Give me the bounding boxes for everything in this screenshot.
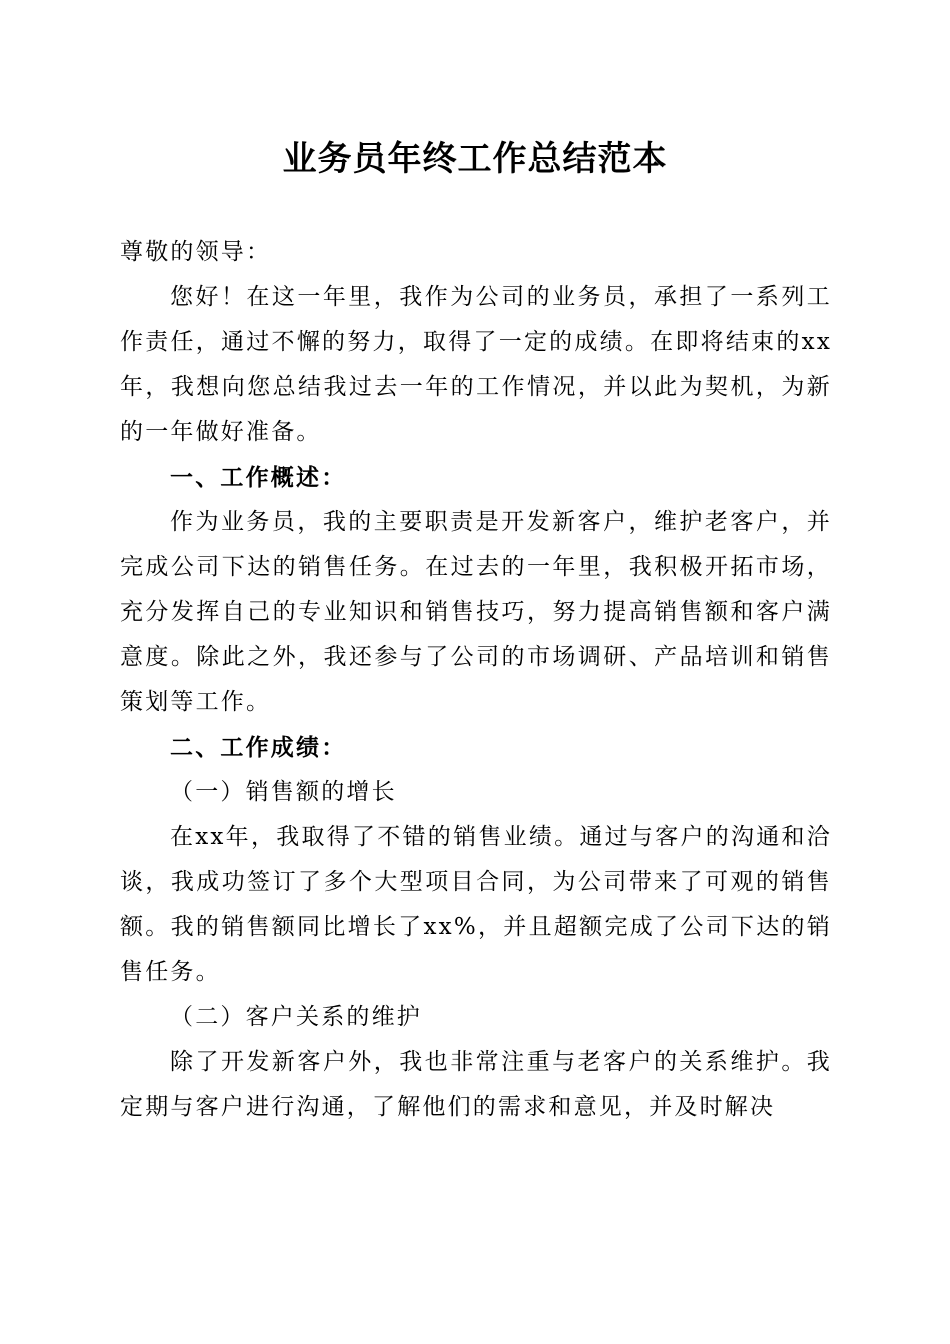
sales-growth-paragraph: 在xx年，我取得了不错的销售业绩。通过与客户的沟通和洽谈，我成功签订了多个大型项目合同，为公司带来了可观的销售额。我的销售额同比增长了xx%，并且超额完成了公司下达的销售任务。 bbox=[120, 824, 832, 985]
document-body bbox=[120, 230, 832, 1130]
overview-paragraph: 作为业务员，我的主要职责是开发新客户，维护老客户，并完成公司下达的销售任务。在过去的一年里，我积极开拓市场，充分发挥自己的专业知识和销售技巧，努力提高销售额和客户满意度。除此之外，我还参与了公司的市场调研、产品培训和销售策划等工作。 bbox=[120, 509, 832, 715]
subheading-sales-growth: （一）销售额的增长 bbox=[170, 779, 397, 805]
salutation: 尊敬的领导： bbox=[120, 239, 272, 265]
section-heading-overview: 一、工作概述： bbox=[170, 464, 347, 491]
subheading-customer-relations: （二）客户关系的维护 bbox=[170, 1004, 422, 1030]
document-title: 业务员年终工作总结范本 bbox=[282, 139, 668, 179]
customer-relations-paragraph: 除了开发新客户外，我也非常注重与老客户的关系维护。我定期与客户进行沟通，了解他们的需求和意见，并及时解决 bbox=[120, 1049, 832, 1120]
section-heading-achievements: 二、工作成绩： bbox=[170, 734, 347, 761]
intro-paragraph: 您好！在这一年里，我作为公司的业务员，承担了一系列工作责任，通过不懈的努力，取得了一定的成绩。在即将结束的xx年，我想向您总结我过去一年的工作情况，并以此为契机，为新的一年做好准备。 bbox=[120, 284, 832, 445]
